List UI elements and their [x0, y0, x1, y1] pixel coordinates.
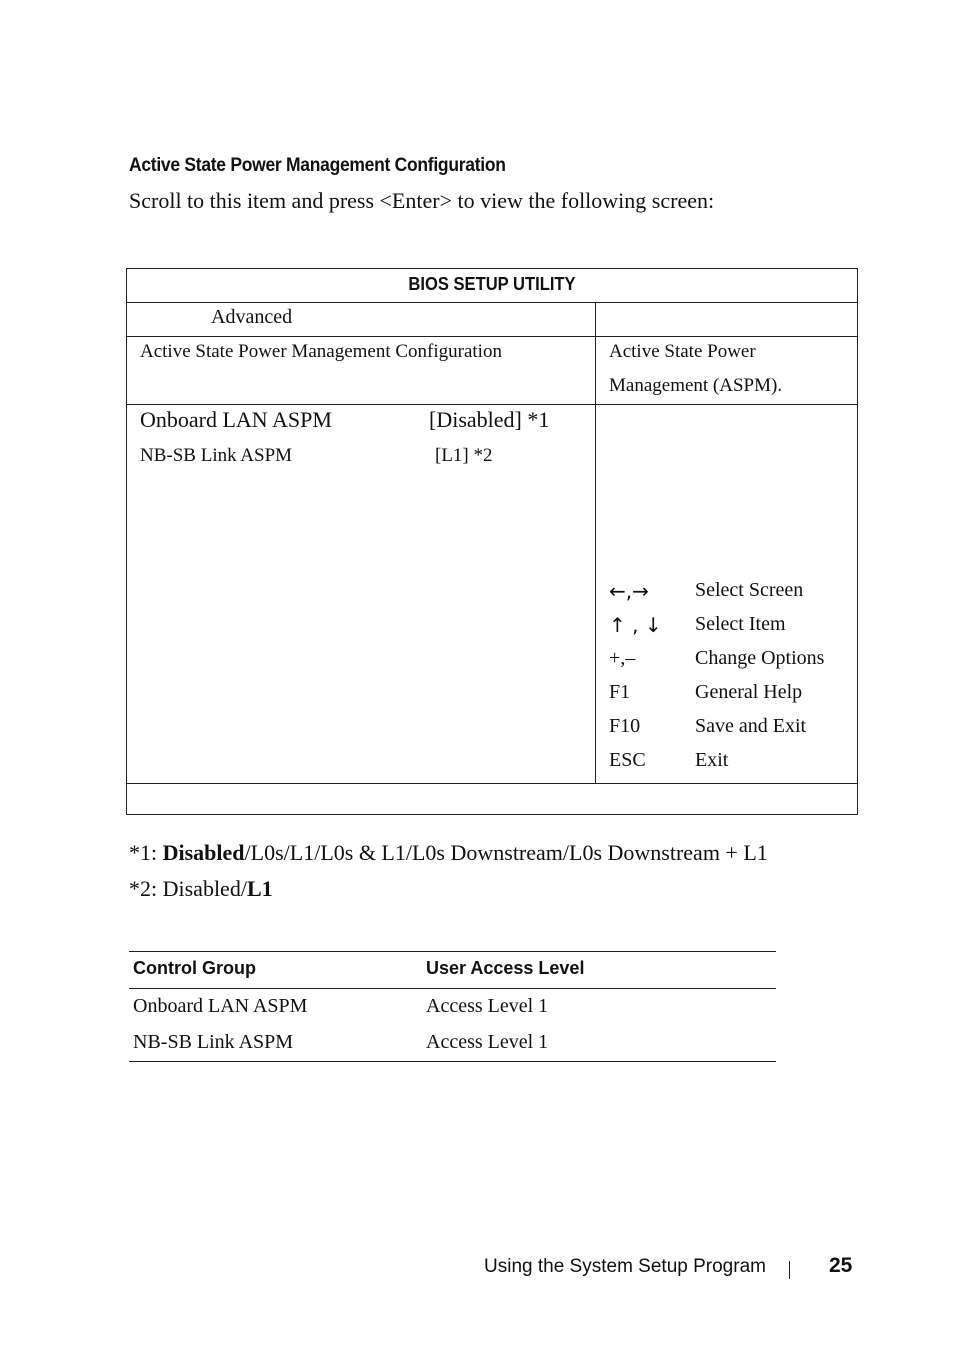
f1-key: F1: [609, 681, 631, 703]
cell-access-level: Access Level 1: [426, 995, 549, 1017]
cell-control-group: NB-SB Link ASPM: [133, 1031, 294, 1053]
key-description: Select Screen: [695, 579, 804, 601]
column-divider: [595, 302, 596, 783]
bios-title: BIOS SETUP UTILITY: [408, 274, 576, 294]
nb-sb-link-aspm-value[interactable]: [L1] *2: [435, 445, 493, 466]
footnote-1: [129, 840, 768, 876]
tab-advanced[interactable]: Advanced: [211, 306, 293, 328]
table-row: [129, 1025, 776, 1061]
divider: [127, 302, 857, 303]
footnote-1-default: Disabled: [162, 840, 245, 865]
bios-section-title: Active State Power Management Configuration: [140, 341, 502, 362]
footnotes: [129, 840, 768, 912]
arrow-left-right-icon: ←,→: [609, 579, 649, 603]
divider: [127, 404, 857, 405]
key-description: General Help: [695, 681, 803, 703]
divider: [127, 783, 857, 784]
help-text-line2: Management (ASPM).: [609, 375, 783, 396]
table-row: [129, 989, 776, 1025]
footer-title: Using the System Setup Program: [484, 1256, 766, 1277]
esc-key: ESC: [609, 749, 646, 771]
f10-key: F10: [609, 715, 641, 737]
divider: [127, 336, 857, 337]
cell-control-group: Onboard LAN ASPM: [133, 995, 308, 1017]
key-description: Select Item: [695, 613, 786, 635]
help-text-line1: Active State Power: [609, 341, 756, 362]
key-description: Change Options: [695, 647, 825, 669]
bios-screen: [126, 268, 858, 815]
footnote-2: [129, 876, 768, 912]
footer-separator: [789, 1261, 790, 1279]
footnote-2-default: L1: [246, 876, 273, 901]
table-header: [129, 952, 776, 988]
onboard-lan-aspm-value[interactable]: [Disabled] *1: [429, 407, 550, 432]
key-description: Exit: [695, 749, 729, 771]
onboard-lan-aspm-label[interactable]: Onboard LAN ASPM: [140, 407, 332, 432]
footnote-1-options: /L0s/L1/L0s & L1/L0s Downstream/L0s Downstream + L1: [244, 840, 768, 865]
nb-sb-link-aspm-label[interactable]: NB-SB Link ASPM: [140, 445, 293, 466]
plus-minus-key: +,–: [609, 647, 636, 669]
table-rule: [129, 1061, 776, 1062]
intro-text: Scroll to this item and press <Enter> to view the following screen:: [129, 188, 715, 213]
page-number: 25: [829, 1254, 853, 1277]
footnote-1-prefix: *1:: [129, 840, 163, 865]
header-user-access-level: User Access Level: [426, 958, 585, 978]
cell-access-level: Access Level 1: [426, 1031, 549, 1053]
header-control-group: Control Group: [133, 958, 256, 978]
arrow-up-down-icon: ↑ , ↓: [609, 613, 662, 637]
section-heading: Active State Power Management Configuration: [129, 155, 506, 176]
key-description: Save and Exit: [695, 715, 807, 737]
footnote-2-prefix: *2: Disabled/: [129, 876, 247, 901]
access-level-table: [129, 951, 776, 1062]
